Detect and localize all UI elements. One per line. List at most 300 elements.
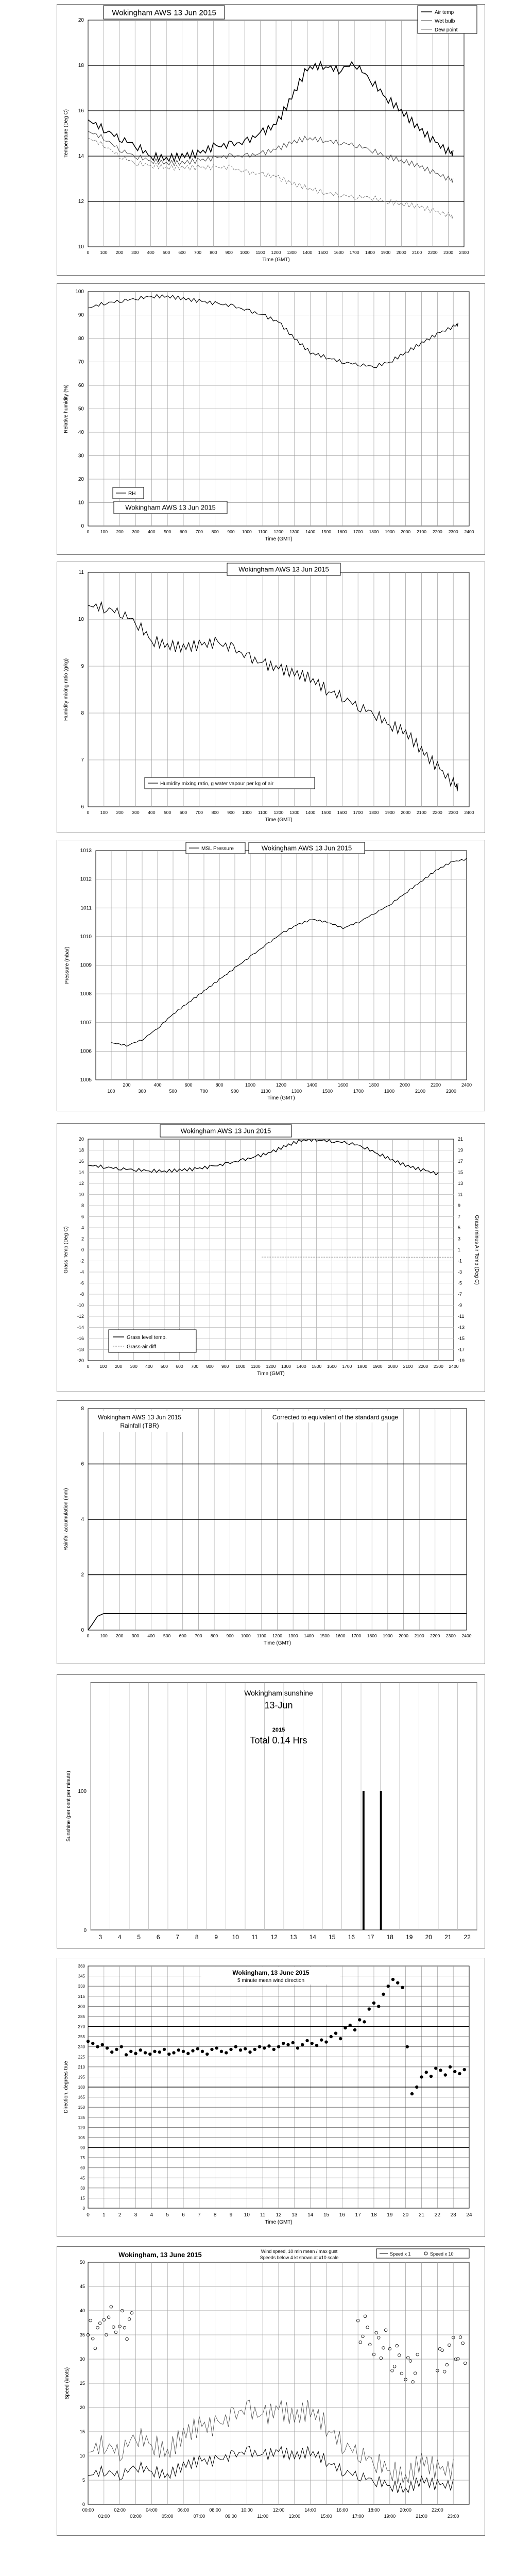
- wind-direction-point: [434, 2066, 437, 2070]
- x-tick-label: 1800: [369, 529, 379, 534]
- x-tick-label: 600: [179, 810, 187, 815]
- y-tick-label: 210: [78, 2064, 85, 2070]
- x-tick-label: 1800: [365, 250, 375, 255]
- legend-label: RH: [128, 491, 136, 497]
- x-tick-label: 1200: [271, 250, 281, 255]
- y-tick-label: 120: [78, 2125, 85, 2130]
- x-tick-label: 11: [251, 1934, 258, 1941]
- x-tick-label: 2400: [459, 250, 469, 255]
- x-tick-label: 1200: [273, 529, 284, 534]
- wind-direction-point: [115, 2048, 118, 2051]
- x-tick-label: 100: [100, 529, 108, 534]
- x-axis-label: Time (GMT): [265, 536, 293, 542]
- y-tick-label: 345: [78, 1974, 85, 1979]
- wind-direction-point: [139, 2048, 142, 2052]
- x-tick-label: 16: [348, 1934, 355, 1941]
- wind-direction-point: [353, 2028, 356, 2031]
- y-tick-label: 270: [78, 2024, 85, 2029]
- y-tick-label: 80: [78, 336, 84, 342]
- rainfall-chart-panel: [57, 1400, 485, 1664]
- y-tick-label: 35: [79, 2332, 85, 2337]
- y-tick-label: 0: [82, 2206, 85, 2211]
- x-tick-label: 100: [107, 1089, 115, 1094]
- y-tick-label: 16: [78, 108, 84, 114]
- x-tick-label: 1400: [305, 529, 316, 534]
- y-tick-label: 20: [78, 1137, 84, 1142]
- y-tick-label: 4: [81, 1517, 84, 1522]
- x-tick-label: 200: [116, 529, 124, 534]
- wind-direction-point: [148, 2053, 151, 2056]
- x-tick-label: 9: [214, 1934, 218, 1941]
- x-tick-label: 20: [403, 2212, 409, 2218]
- wind-direction-point: [339, 2037, 342, 2040]
- x-tick-label: 700: [195, 529, 203, 534]
- wind-direction-point: [334, 2031, 337, 2035]
- y-tick-label: -5: [458, 1280, 462, 1286]
- y-tick-label: 100: [78, 1789, 87, 1794]
- y-tick-label: 2: [81, 1236, 84, 1242]
- x-tick-label: 1100: [251, 1364, 261, 1369]
- y-axis-label: Sunshine (per cent per minute): [66, 1771, 72, 1842]
- wind-direction-point: [439, 2069, 442, 2072]
- wind-direction-point: [349, 2024, 352, 2027]
- y-tick-label: 10: [78, 1192, 84, 1197]
- wind-direction-point: [220, 2050, 223, 2053]
- wind-direction-point: [277, 2045, 280, 2048]
- wind-direction-point: [215, 2046, 218, 2049]
- mixing-ratio-chart-panel: [57, 562, 485, 833]
- x-tick-label: 1600: [337, 1082, 349, 1088]
- wind-direction-point: [129, 2050, 132, 2053]
- x-tick-label: 15:00: [320, 2514, 332, 2519]
- legend-label: Humidity mixing ratio, g water vapour per kg of air: [160, 781, 274, 787]
- wind-direction-point: [167, 2053, 170, 2056]
- wind-direction-point: [315, 2044, 318, 2047]
- x-tick-label: 600: [179, 1633, 186, 1638]
- wind-direction-point: [453, 2070, 456, 2073]
- x-tick-label: 2100: [412, 250, 422, 255]
- x-tick-label: 0: [87, 1633, 90, 1638]
- wind-direction-point: [106, 2046, 109, 2049]
- wind-speed-chart: [57, 2247, 485, 2535]
- wind-direction-point: [463, 2068, 466, 2071]
- y-tick-label: 18: [78, 1147, 84, 1153]
- y-tick-label: 25: [79, 2381, 85, 2386]
- y-tick-label: 50: [78, 406, 84, 412]
- x-tick-label: 1300: [291, 1089, 302, 1094]
- x-tick-label: 1700: [353, 810, 363, 815]
- x-tick-label: 1300: [289, 810, 300, 815]
- x-axis-label: Time (GMT): [267, 1095, 295, 1101]
- y-tick-label: 12: [78, 199, 84, 205]
- wind-direction-point: [410, 2092, 414, 2095]
- wind-direction-point: [163, 2048, 166, 2051]
- wind-direction-point: [196, 2047, 199, 2050]
- chart-title: Wokingham AWS 13 Jun 2015: [261, 844, 352, 852]
- x-tick-label: 500: [164, 529, 171, 534]
- x-tick-label: 1900: [372, 1364, 383, 1369]
- x-tick-label: 22:00: [432, 2507, 443, 2513]
- x-tick-label: 4: [150, 2212, 153, 2218]
- wind-direction-point: [291, 2041, 295, 2044]
- x-tick-label: 1700: [353, 529, 363, 534]
- temperature-chart: [57, 5, 485, 275]
- x-tick-label: 7: [176, 1934, 180, 1941]
- x-axis-label: Time (GMT): [257, 1371, 285, 1377]
- wind-direction-point: [358, 2018, 361, 2021]
- rainfall-chart: [57, 1401, 485, 1664]
- x-tick-label: 5: [166, 2212, 169, 2218]
- x-axis-label: Time (GMT): [263, 1640, 291, 1646]
- x-tick-label: 1700: [353, 1089, 364, 1094]
- x-tick-label: 23: [450, 2212, 456, 2218]
- x-tick-label: 1000: [241, 1633, 251, 1638]
- legend-label: Grass level temp.: [127, 1335, 167, 1341]
- y-axis-label: Humidity mixing ratio (g/kg): [63, 658, 69, 721]
- y-tick-label: 16: [78, 1159, 84, 1164]
- y-tick-label: 10: [79, 2453, 85, 2459]
- chart-year: 2015: [272, 1727, 285, 1733]
- x-axis-label: Time (GMT): [265, 2219, 293, 2225]
- wind-direction-point: [391, 1978, 394, 1981]
- x-tick-label: 03:00: [130, 2514, 142, 2519]
- y-tick-label: 1: [458, 1247, 461, 1252]
- wind-direction-point: [324, 2040, 328, 2043]
- chart-title: Wokingham AWS 13 Jun 2015: [97, 1414, 182, 1421]
- x-tick-label: 400: [147, 1633, 155, 1638]
- y-tick-label: 19: [458, 1147, 464, 1153]
- wind-direction-point: [191, 2049, 194, 2052]
- wind-direction-point: [344, 2026, 347, 2029]
- y-tick-label: 1005: [80, 1077, 92, 1083]
- x-tick-label: 2400: [464, 529, 474, 534]
- wind-direction-point: [87, 2040, 90, 2043]
- x-tick-label: 1400: [302, 250, 313, 255]
- x-tick-label: 22: [434, 2212, 440, 2218]
- wind-direction-point: [91, 2042, 94, 2045]
- x-tick-label: 17: [367, 1934, 374, 1941]
- legend: [145, 777, 315, 789]
- x-tick-label: 2400: [464, 810, 474, 815]
- x-tick-label: 8: [213, 2212, 217, 2218]
- x-tick-label: 800: [206, 1364, 214, 1369]
- grass-temp-chart-panel: [57, 1123, 485, 1392]
- y-tick-label: 21: [458, 1137, 464, 1142]
- y-tick-label: 60: [78, 383, 84, 388]
- x-tick-label: 07:00: [193, 2514, 205, 2519]
- x-tick-label: 1500: [319, 1633, 330, 1638]
- y-tick-label: 70: [78, 359, 84, 365]
- wind-direction-point: [134, 2052, 137, 2055]
- x-tick-label: 2000: [399, 1082, 410, 1088]
- x-tick-label: 17:00: [352, 2514, 364, 2519]
- x-tick-label: 13: [291, 2212, 298, 2218]
- wind-direction-point: [201, 2050, 204, 2053]
- wind-direction-point: [296, 2046, 299, 2049]
- wind-direction-point: [158, 2050, 161, 2054]
- x-tick-label: 900: [227, 810, 235, 815]
- y-tick-label: 1010: [80, 934, 92, 940]
- wind-direction-point: [382, 1993, 385, 1996]
- x-tick-label: 2000: [396, 250, 406, 255]
- x-tick-label: 400: [145, 1364, 153, 1369]
- x-tick-label: 600: [178, 250, 186, 255]
- wind-direction-point: [449, 2065, 452, 2069]
- x-tick-label: 2300: [448, 810, 458, 815]
- x-tick-label: 200: [115, 1364, 123, 1369]
- y-tick-label: -12: [77, 1314, 84, 1319]
- wind-direction-point: [101, 2043, 104, 2046]
- x-tick-label: 2400: [461, 1633, 472, 1638]
- y-tick-label: 18: [78, 63, 84, 69]
- x-tick-label: 300: [132, 810, 140, 815]
- x-tick-label: 2200: [432, 810, 442, 815]
- x-tick-label: 500: [160, 1364, 168, 1369]
- x-axis-label: Time (GMT): [262, 257, 290, 263]
- wind-direction-point: [267, 2044, 270, 2047]
- y-tick-label: 1013: [80, 848, 92, 854]
- y-tick-label: -2: [79, 1258, 84, 1264]
- y-tick-label: 15: [80, 2196, 85, 2201]
- x-tick-label: 2300: [448, 529, 458, 534]
- y-tick-label: 7: [81, 757, 84, 763]
- x-tick-label: 600: [176, 1364, 183, 1369]
- y-tick-label: 225: [78, 2055, 85, 2060]
- y-tick-label: -20: [77, 1358, 84, 1363]
- wind-direction-point: [186, 2052, 190, 2055]
- wind-direction-point: [282, 2042, 285, 2045]
- x-tick-label: 1100: [256, 1633, 267, 1638]
- x-tick-label: 100: [100, 810, 108, 815]
- x-tick-label: 18: [386, 1934, 393, 1941]
- wind-direction-point: [377, 2005, 380, 2008]
- legend: [113, 487, 144, 499]
- y-tick-label: 150: [78, 2105, 85, 2110]
- x-tick-label: 800: [215, 1082, 224, 1088]
- x-tick-label: 2400: [461, 1082, 472, 1088]
- y-tick-label: 5: [458, 1225, 461, 1230]
- y-tick-label: 14: [78, 1170, 84, 1175]
- x-tick-label: 100: [99, 1364, 107, 1369]
- x-tick-label: 1700: [351, 1633, 362, 1638]
- x-tick-label: 700: [195, 1633, 202, 1638]
- y-tick-label: 195: [78, 2075, 85, 2080]
- y-tick-label: 285: [78, 2014, 85, 2019]
- legend-label: Speed x 1: [390, 2251, 411, 2257]
- x-tick-label: 1000: [242, 810, 252, 815]
- wind-direction-point: [239, 2048, 242, 2052]
- chart-title: Wokingham AWS 13 Jun 2015: [238, 565, 329, 573]
- y-tick-label: 0: [81, 523, 84, 529]
- x-tick-label: 800: [211, 810, 219, 815]
- y-tick-label: 1012: [80, 876, 92, 883]
- x-tick-label: 900: [225, 250, 233, 255]
- y-tick-label: 9: [458, 1203, 461, 1208]
- x-tick-label: 400: [147, 250, 154, 255]
- wind-direction-point: [420, 2075, 423, 2078]
- wind-direction-point: [458, 2072, 461, 2075]
- x-tick-label: 1200: [273, 810, 284, 815]
- y-tick-label: -18: [77, 1347, 84, 1352]
- y-tick-label: 45: [80, 2176, 85, 2181]
- x-tick-label: 4: [117, 1934, 122, 1941]
- x-tick-label: 1500: [321, 810, 331, 815]
- chart-title: Wokingham, 13 June 2015: [232, 1969, 310, 1976]
- y-tick-label: 9: [81, 664, 84, 669]
- y-tick-label: 4: [81, 1225, 84, 1230]
- y-axis-label-right: Grass minus Air Temp (Deg C): [474, 1215, 479, 1285]
- x-tick-label: 2200: [427, 250, 438, 255]
- x-tick-label: 21: [444, 1934, 452, 1941]
- x-tick-label: 18:00: [368, 2507, 380, 2513]
- x-tick-label: 12: [276, 2212, 282, 2218]
- wind-speed-chart-panel: [57, 2246, 485, 2536]
- x-tick-label: 800: [210, 250, 217, 255]
- wind-direction-point: [286, 2043, 289, 2046]
- x-tick-label: 1700: [342, 1364, 352, 1369]
- x-tick-label: 2100: [415, 1089, 426, 1094]
- wind-direction-point: [415, 2086, 418, 2089]
- wind-direction-point: [248, 2050, 251, 2054]
- wind-direction-point: [182, 2050, 185, 2053]
- wind-direction-point: [401, 1986, 404, 1989]
- x-tick-label: 0: [87, 2212, 90, 2218]
- x-tick-label: 200: [116, 810, 124, 815]
- x-tick-label: 1600: [334, 250, 344, 255]
- x-tick-label: 1: [102, 2212, 106, 2218]
- x-tick-label: 15: [323, 2212, 330, 2218]
- x-tick-label: 1500: [322, 1089, 333, 1094]
- y-tick-label: 40: [78, 430, 84, 435]
- x-tick-label: 1500: [321, 529, 331, 534]
- x-tick-label: 04:00: [146, 2507, 158, 2513]
- x-tick-label: 21:00: [416, 2514, 427, 2519]
- y-tick-label: 13: [458, 1181, 464, 1186]
- wind-direction-point: [253, 2048, 256, 2051]
- wind-direction-point: [177, 2048, 180, 2052]
- y-tick-label: 255: [78, 2035, 85, 2040]
- y-tick-label: 6: [81, 1214, 84, 1219]
- y-tick-label: 135: [78, 2115, 85, 2120]
- chart-title: Wokingham AWS 13 Jun 2015: [125, 503, 216, 512]
- x-tick-label: 600: [184, 1082, 193, 1088]
- x-tick-label: 1200: [272, 1633, 282, 1638]
- x-tick-label: 300: [131, 250, 139, 255]
- x-tick-label: 1400: [296, 1364, 306, 1369]
- y-tick-label: 300: [78, 2004, 85, 2009]
- x-tick-label: 0: [87, 529, 90, 534]
- humidity-chart-panel: [57, 283, 485, 555]
- chart-note: Corrected to equivalent of the standard gauge: [272, 1414, 399, 1421]
- x-tick-label: 1300: [286, 250, 297, 255]
- y-tick-label: -19: [458, 1358, 465, 1363]
- x-tick-label: 1700: [349, 250, 359, 255]
- x-tick-label: 1900: [384, 1089, 395, 1094]
- x-tick-label: 2000: [401, 810, 411, 815]
- legend: [376, 2249, 469, 2258]
- x-tick-label: 500: [164, 810, 171, 815]
- wind-direction-point: [372, 2002, 375, 2005]
- wind-direction-chart-panel: [57, 1958, 485, 2237]
- legend-label: Grass-air diff: [127, 1344, 157, 1350]
- y-tick-label: 17: [458, 1159, 464, 1164]
- wind-direction-point: [225, 2051, 228, 2054]
- legend-label: Air temp: [435, 10, 454, 15]
- x-tick-label: 5: [137, 1934, 141, 1941]
- x-tick-label: 16:00: [336, 2507, 348, 2513]
- legend-label: Speed x 10: [430, 2251, 454, 2257]
- x-tick-label: 1000: [242, 529, 252, 534]
- y-tick-label: -10: [77, 1302, 84, 1308]
- x-tick-label: 05:00: [161, 2514, 174, 2519]
- x-tick-label: 700: [200, 1089, 208, 1094]
- x-tick-label: 400: [148, 529, 156, 534]
- x-tick-label: 12: [270, 1934, 278, 1941]
- wind-direction-point: [120, 2045, 123, 2048]
- x-tick-label: 1500: [312, 1364, 322, 1369]
- x-tick-label: 11:00: [257, 2514, 269, 2519]
- y-axis-label: Relative humidity (%): [63, 384, 69, 433]
- x-tick-label: 1500: [318, 250, 328, 255]
- x-tick-label: 00:00: [82, 2507, 94, 2513]
- y-tick-label: 12: [78, 1181, 84, 1186]
- x-tick-label: 14:00: [304, 2507, 316, 2513]
- x-tick-label: 09:00: [225, 2514, 237, 2519]
- x-tick-label: 11: [260, 2212, 266, 2218]
- wind-direction-point: [96, 2045, 99, 2048]
- x-tick-label: 1300: [288, 1633, 298, 1638]
- y-tick-label: -4: [79, 1269, 84, 1275]
- y-tick-label: 1007: [80, 1020, 92, 1026]
- x-tick-label: 200: [123, 1082, 131, 1088]
- humidity-chart: [57, 284, 485, 554]
- y-tick-label: 5: [82, 2478, 85, 2483]
- y-tick-label: 1011: [80, 905, 92, 911]
- wind-direction-point: [144, 2051, 147, 2054]
- x-tick-label: 20:00: [400, 2507, 411, 2513]
- x-tick-label: 24: [466, 2212, 472, 2218]
- y-tick-label: -14: [77, 1325, 84, 1330]
- y-tick-label: 1009: [80, 962, 92, 969]
- x-tick-label: 3: [134, 2212, 138, 2218]
- x-tick-label: 2400: [449, 1364, 459, 1369]
- x-tick-label: 900: [227, 529, 235, 534]
- x-tick-label: 19: [406, 1934, 413, 1941]
- y-tick-label: 315: [78, 1994, 85, 1999]
- wind-direction-point: [272, 2048, 276, 2051]
- x-tick-label: 14: [309, 1934, 316, 1941]
- x-tick-label: 800: [210, 1633, 218, 1638]
- y-tick-label: 10: [78, 244, 84, 250]
- y-tick-label: 180: [78, 2085, 85, 2090]
- y-axis-label: Grass Temp (Deg C): [63, 1226, 69, 1274]
- x-tick-label: 2: [118, 2212, 122, 2218]
- x-tick-label: 10: [232, 1934, 239, 1941]
- legend-label: MSL Pressure: [201, 846, 234, 852]
- x-tick-label: 0: [87, 810, 90, 815]
- x-tick-label: 500: [163, 1633, 171, 1638]
- x-tick-label: 1200: [266, 1364, 276, 1369]
- pressure-chart-panel: [57, 840, 485, 1111]
- chart-title: Wokingham AWS 13 Jun 2015: [180, 1127, 271, 1135]
- y-tick-label: 165: [78, 2095, 85, 2100]
- temperature-chart-panel: [57, 4, 485, 276]
- chart-date: 13-Jun: [264, 1700, 293, 1710]
- legend-label: Dew point: [435, 27, 458, 33]
- x-tick-label: 900: [226, 1633, 234, 1638]
- x-tick-label: 20: [425, 1934, 432, 1941]
- x-tick-label: 600: [179, 529, 187, 534]
